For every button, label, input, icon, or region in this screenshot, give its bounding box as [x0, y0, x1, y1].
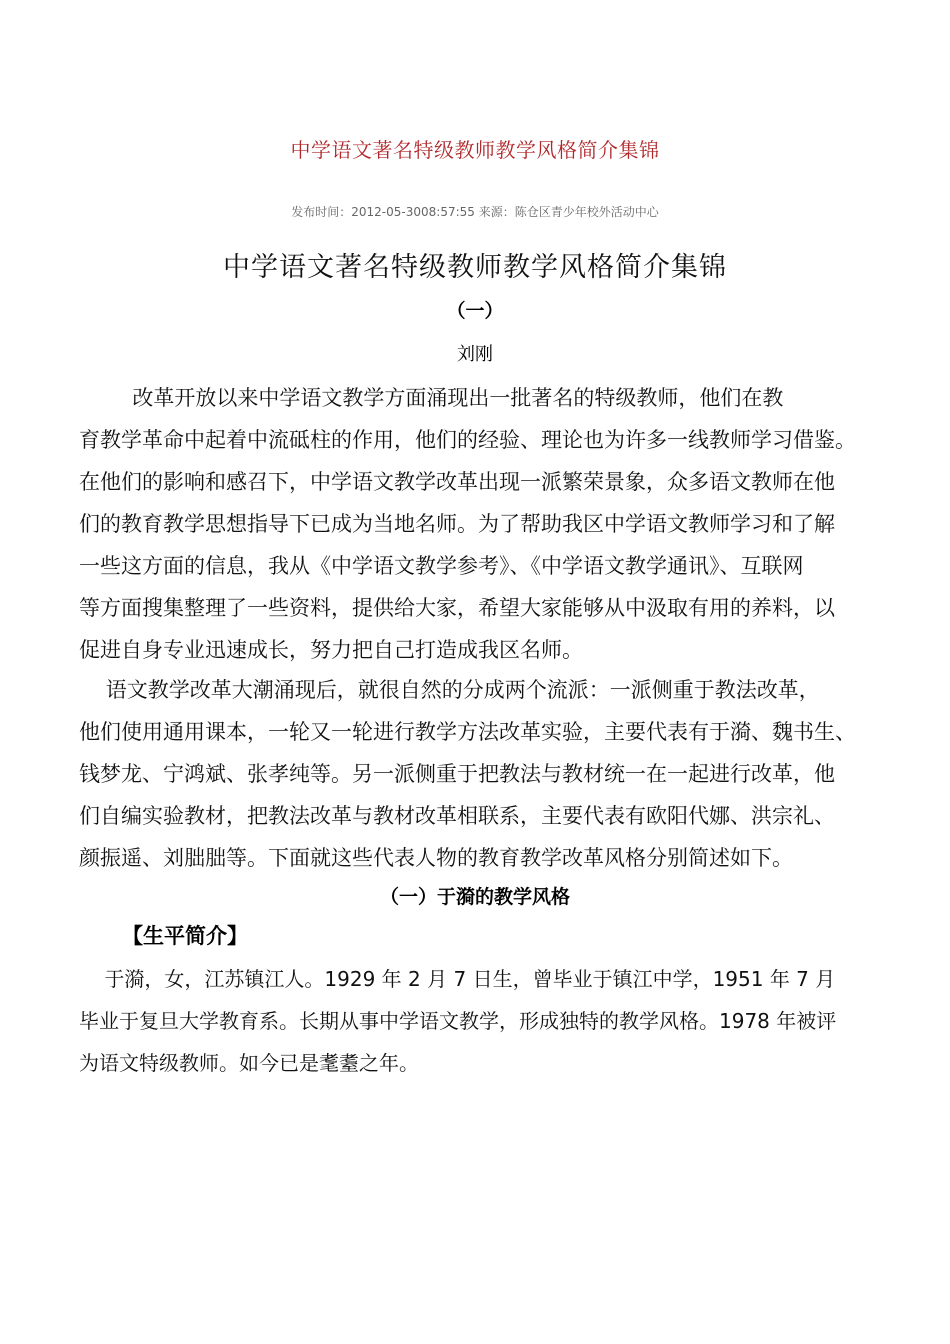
paragraph-line: 改革开放以来中学语文教学方面涌现出一批著名的特级教师，他们在教: [79, 386, 784, 410]
section-heading: （一）于漪的教学风格: [379, 886, 570, 908]
paragraph-line: 颜振遥、刘朏朏等。下面就这些代表人物的教育教学改革风格分别简述如下。: [79, 846, 793, 870]
paragraph-schools: [79, 669, 894, 879]
paragraph-line: 语文教学改革大潮涌现后，就很自然的分成两个流派：一派侧重于教法改革，: [79, 678, 820, 702]
bio-heading: 【生平简介】: [122, 924, 248, 948]
part-number: （一）: [446, 300, 504, 322]
header-red-title: 中学语文著名特级教师教学风格简介集锦: [290, 138, 660, 162]
paragraph-line: 一些这方面的信息，我从《中学语文教学参考》、《中学语文教学通讯》、互联网: [79, 554, 804, 578]
paragraph-line: 他们使用通用课本，一轮又一轮进行教学方法改革实验，主要代表有于漪、魏书生、: [79, 720, 856, 744]
paragraph-line: 为语文特级教师。如今已是耄耋之年。: [79, 1051, 419, 1075]
author-name: 刘刚: [457, 344, 493, 365]
paragraph-line: 育教学革命中起着中流砥柱的作用，他们的经验、理论也为许多一线教师学习借鉴。: [79, 428, 856, 452]
bio-paragraph: [79, 958, 894, 1084]
paragraph-intro: [79, 377, 894, 671]
paragraph-line: 们的教育教学思想指导下已成为当地名师。为了帮助我区中学语文教师学习和了解: [79, 512, 835, 536]
paragraph-line: 们自编实验教材，把教法改革与教材改革相联系，主要代表有欧阳代娜、洪宗礼、: [79, 804, 835, 828]
paragraph-line: 在他们的影响和感召下，中学语文教学改革出现一派繁荣景象，众多语文教师在他: [79, 470, 835, 494]
paragraph-line: 促进自身专业迅速成长，努力把自己打造成我区名师。: [79, 638, 583, 662]
paragraph-line: 毕业于复旦大学教育系。长期从事中学语文教学，形成独特的教学风格。1978 年被评: [79, 1009, 837, 1033]
publish-meta: 发布时间：2012-05-3008:57:55 来源：陈仓区青少年校外活动中心: [291, 205, 659, 219]
article-title: 中学语文著名特级教师教学风格简介集锦: [223, 252, 727, 283]
paragraph-line: 钱梦龙、宁鸿斌、张孝纯等。另一派侧重于把教法与教材统一在一起进行改革，他: [79, 762, 835, 786]
paragraph-line: 等方面搜集整理了一些资料，提供给大家，希望大家能够从中汲取有用的养料，以: [79, 596, 835, 620]
paragraph-line: 于漪，女，江苏镇江人。1929 年 2 月 7 日生，曾毕业于镇江中学，1951 年 7 月: [79, 967, 836, 991]
